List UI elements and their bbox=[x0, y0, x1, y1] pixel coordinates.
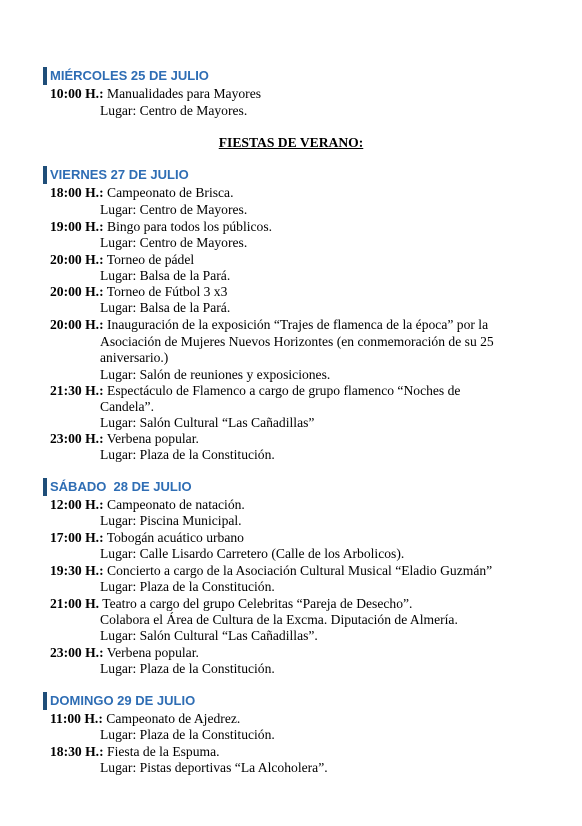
event-line bbox=[50, 317, 488, 333]
event-location: Lugar: Salón Cultural “Las Cañadillas”. bbox=[100, 628, 318, 643]
event-location: Lugar: Plaza de la Constitución. bbox=[100, 727, 275, 742]
event-text: Torneo de Fútbol 3 x3 bbox=[106, 284, 228, 299]
event-text: Inauguración de la exposición “Trajes de flamenca de la época” por la bbox=[107, 317, 489, 332]
event-time: 21:00 H. bbox=[50, 596, 100, 611]
event-time: 10:00 H.: bbox=[50, 86, 104, 101]
event-text: Bingo para todos los públicos. bbox=[107, 219, 273, 234]
event-location: Lugar: Centro de Mayores. bbox=[100, 235, 248, 250]
event-line bbox=[50, 383, 460, 399]
event-time: 19:00 H.: bbox=[50, 219, 104, 234]
day-header-viernes: VIERNES 27 DE JULIO bbox=[43, 166, 189, 184]
section-title: FIESTAS DE VERANO: bbox=[218, 135, 364, 150]
event-location: Lugar: Plaza de la Constitución. bbox=[100, 661, 275, 676]
event-time: 20:00 H.: bbox=[50, 317, 104, 332]
event-line bbox=[50, 563, 492, 579]
event-time: 12:00 H.: bbox=[50, 497, 104, 512]
event-location: Lugar: Calle Lisardo Carretero (Calle de los Arbolicos). bbox=[100, 546, 405, 561]
event-detail: Colabora el Área de Cultura de la Excma. Diputación de Almería. bbox=[100, 612, 458, 627]
event-line bbox=[50, 596, 412, 612]
event-text: Espectáculo de Flamenco a cargo de grupo flamenco “Noches de bbox=[107, 383, 461, 398]
event-text: Campeonato de Brisca. bbox=[107, 185, 234, 200]
event-time: 18:00 H.: bbox=[50, 185, 104, 200]
event-line bbox=[50, 185, 234, 201]
event-time: 17:00 H.: bbox=[50, 530, 104, 545]
event-line bbox=[50, 530, 244, 546]
event-time: 20:00 H.: bbox=[50, 252, 104, 267]
day-header-sabado: SÁBADO 28 DE JULIO bbox=[43, 478, 192, 496]
event-text-continued: aniversario.) bbox=[100, 350, 169, 365]
event-text: Teatro a cargo del grupo Celebritas “Pareja de Desecho”. bbox=[102, 596, 413, 611]
event-line bbox=[50, 284, 227, 300]
event-time: 19:30 H.: bbox=[50, 563, 104, 578]
event-line bbox=[50, 86, 261, 102]
event-location: Lugar: Salón Cultural “Las Cañadillas” bbox=[100, 415, 315, 430]
event-text-continued: Asociación de Mujeres Nuevos Horizontes (en conmemoración de su 25 bbox=[100, 334, 494, 349]
event-time: 23:00 H.: bbox=[50, 431, 104, 446]
day-header-miercoles: MIÉRCOLES 25 DE JULIO bbox=[43, 67, 209, 85]
event-location: Lugar: Centro de Mayores. bbox=[100, 103, 248, 118]
event-line bbox=[50, 252, 194, 268]
event-location: Lugar: Pistas deportivas “La Alcoholera”. bbox=[100, 760, 328, 775]
event-text: Torneo de pádel bbox=[106, 252, 195, 267]
event-time: 20:00 H.: bbox=[50, 284, 104, 299]
event-text: Campeonato de Ajedrez. bbox=[106, 711, 241, 726]
day-header-domingo: DOMINGO 29 DE JULIO bbox=[43, 692, 195, 710]
event-location: Lugar: Centro de Mayores. bbox=[100, 202, 248, 217]
event-text: Verbena popular. bbox=[106, 431, 199, 446]
event-location: Lugar: Salón de reuniones y exposiciones. bbox=[100, 367, 331, 382]
event-text: Concierto a cargo de la Asociación Cultural Musical “Eladio Guzmán” bbox=[107, 563, 493, 578]
event-text: Fiesta de la Espuma. bbox=[107, 744, 220, 759]
event-line bbox=[50, 431, 199, 447]
event-time: 11:00 H.: bbox=[50, 711, 103, 726]
event-text: Tobogán acuático urbano bbox=[106, 530, 244, 545]
event-line bbox=[50, 497, 245, 513]
event-text: Verbena popular. bbox=[106, 645, 199, 660]
event-location: Lugar: Plaza de la Constitución. bbox=[100, 579, 275, 594]
event-location: Lugar: Balsa de la Pará. bbox=[100, 268, 231, 283]
event-time: 21:30 H.: bbox=[50, 383, 104, 398]
event-text: Campeonato de natación. bbox=[107, 497, 245, 512]
event-location: Lugar: Balsa de la Pará. bbox=[100, 300, 231, 315]
event-location: Lugar: Plaza de la Constitución. bbox=[100, 447, 275, 462]
event-time: 18:30 H.: bbox=[50, 744, 104, 759]
event-time: 23:00 H.: bbox=[50, 645, 104, 660]
event-line bbox=[50, 645, 199, 661]
event-text: Manualidades para Mayores bbox=[107, 86, 262, 101]
event-location: Lugar: Piscina Municipal. bbox=[100, 513, 242, 528]
event-line bbox=[50, 711, 240, 727]
event-text-continued: Candela”. bbox=[100, 399, 154, 414]
event-line bbox=[50, 744, 220, 760]
event-line bbox=[50, 219, 272, 235]
